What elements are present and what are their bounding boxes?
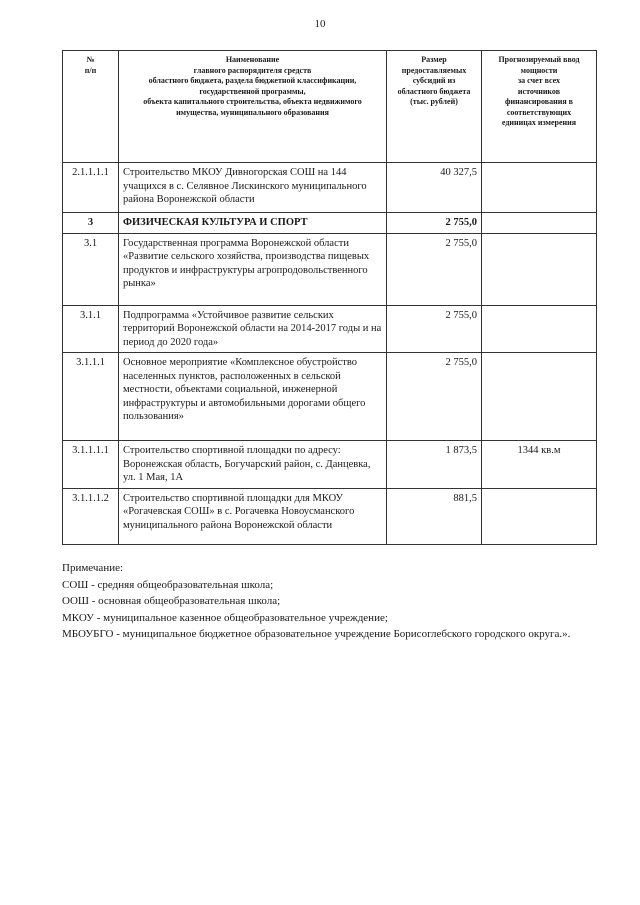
row-name: Строительство МКОУ Дивногорская СОШ на 144 учащихся в с. Селявное Лискинского муниципального района Воронежской области	[119, 163, 387, 213]
table-row	[63, 163, 597, 213]
table-row	[63, 353, 597, 441]
row-name: Государственная программа Воронежской области «Развитие сельского хозяйства, производства пищевых продуктов и инфраструктуры агропродовольственного рынка»	[119, 233, 387, 305]
header-name-text: Наименование главного распорядителя средств областного бюджета, раздела бюджетной классификации, государственной программы, объекта капитального строительства, объекта недвижимого имущества, муниципального образования	[143, 55, 362, 117]
row-size: 2 755,0	[387, 353, 482, 441]
header-size	[387, 51, 482, 163]
note-line: СОШ - средняя общеобразовательная школа;	[62, 578, 274, 591]
table-header-row	[63, 51, 597, 163]
table-row	[63, 233, 597, 305]
header-num	[63, 51, 119, 163]
row-size: 1 873,5	[387, 441, 482, 489]
row-size: 40 327,5	[387, 163, 482, 213]
row-power	[482, 163, 597, 213]
header-power	[482, 51, 597, 163]
row-number: 3.1	[63, 233, 119, 305]
row-size: 881,5	[387, 488, 482, 544]
row-number: 3.1.1.1.1	[63, 441, 119, 489]
notes-title: Примечание:	[62, 562, 124, 574]
row-power	[482, 353, 597, 441]
row-size: 2 755,0	[387, 305, 482, 353]
header-name	[119, 51, 387, 163]
row-power	[482, 488, 597, 544]
table-row	[63, 213, 597, 234]
table-row	[63, 441, 597, 489]
row-name: Строительство спортивной площадки для МКОУ «Рогачевская СОШ» в с. Рогачевка Новоусманского муниципального района Воронежской области	[119, 488, 387, 544]
row-name: Строительство спортивной площадки по адресу: Воронежская область, Богучарский район, с. Данцевка, ул. 1 Мая, 1А	[119, 441, 387, 489]
row-name: Подпрограмма «Устойчивое развитие сельских территорий Воронежской области на 2014-2017 годы и на период до 2020 года»	[119, 305, 387, 353]
header-num-text: № п/п	[84, 55, 97, 75]
row-power	[482, 305, 597, 353]
row-size: 2 755,0	[387, 213, 482, 234]
row-power	[482, 213, 597, 234]
note-line: МКОУ - муниципальное казенное общеобразовательное учреждение;	[62, 611, 388, 624]
row-number: 3	[63, 213, 119, 234]
header-size-text: Размер предоставляемых субсидий из областного бюджета (тыс. рублей)	[397, 55, 471, 106]
row-number: 3.1.1	[63, 305, 119, 353]
row-name: ФИЗИЧЕСКАЯ КУЛЬТУРА И СПОРТ	[119, 213, 387, 234]
row-number: 3.1.1.1	[63, 353, 119, 441]
row-size: 2 755,0	[387, 233, 482, 305]
notes-section	[62, 560, 622, 643]
note-line: МБОУБГО - муниципальное бюджетное образовательное учреждение Борисоглебского городского округа.».	[62, 628, 571, 640]
row-number: 3.1.1.1.2	[63, 488, 119, 544]
page-number: 10	[314, 18, 326, 30]
row-power: 1344 кв.м	[482, 441, 597, 489]
table-row	[63, 488, 597, 544]
row-number: 2.1.1.1.1	[63, 163, 119, 213]
table-row	[63, 305, 597, 353]
header-power-text: Прогнозируемый ввод мощности за счет всех источников финансирования в соответствующих единицах измерения	[498, 55, 580, 127]
row-name: Основное мероприятие «Комплексное обустройство населенных пунктов, расположенных в сельской местности, объектами социальной, инженерной инфраструктуры и автомобильными дорогами общего пользования»	[119, 353, 387, 441]
subsidy-table	[62, 50, 597, 545]
row-power	[482, 233, 597, 305]
note-line: ООШ - основная общеобразовательная школа;	[62, 595, 281, 607]
